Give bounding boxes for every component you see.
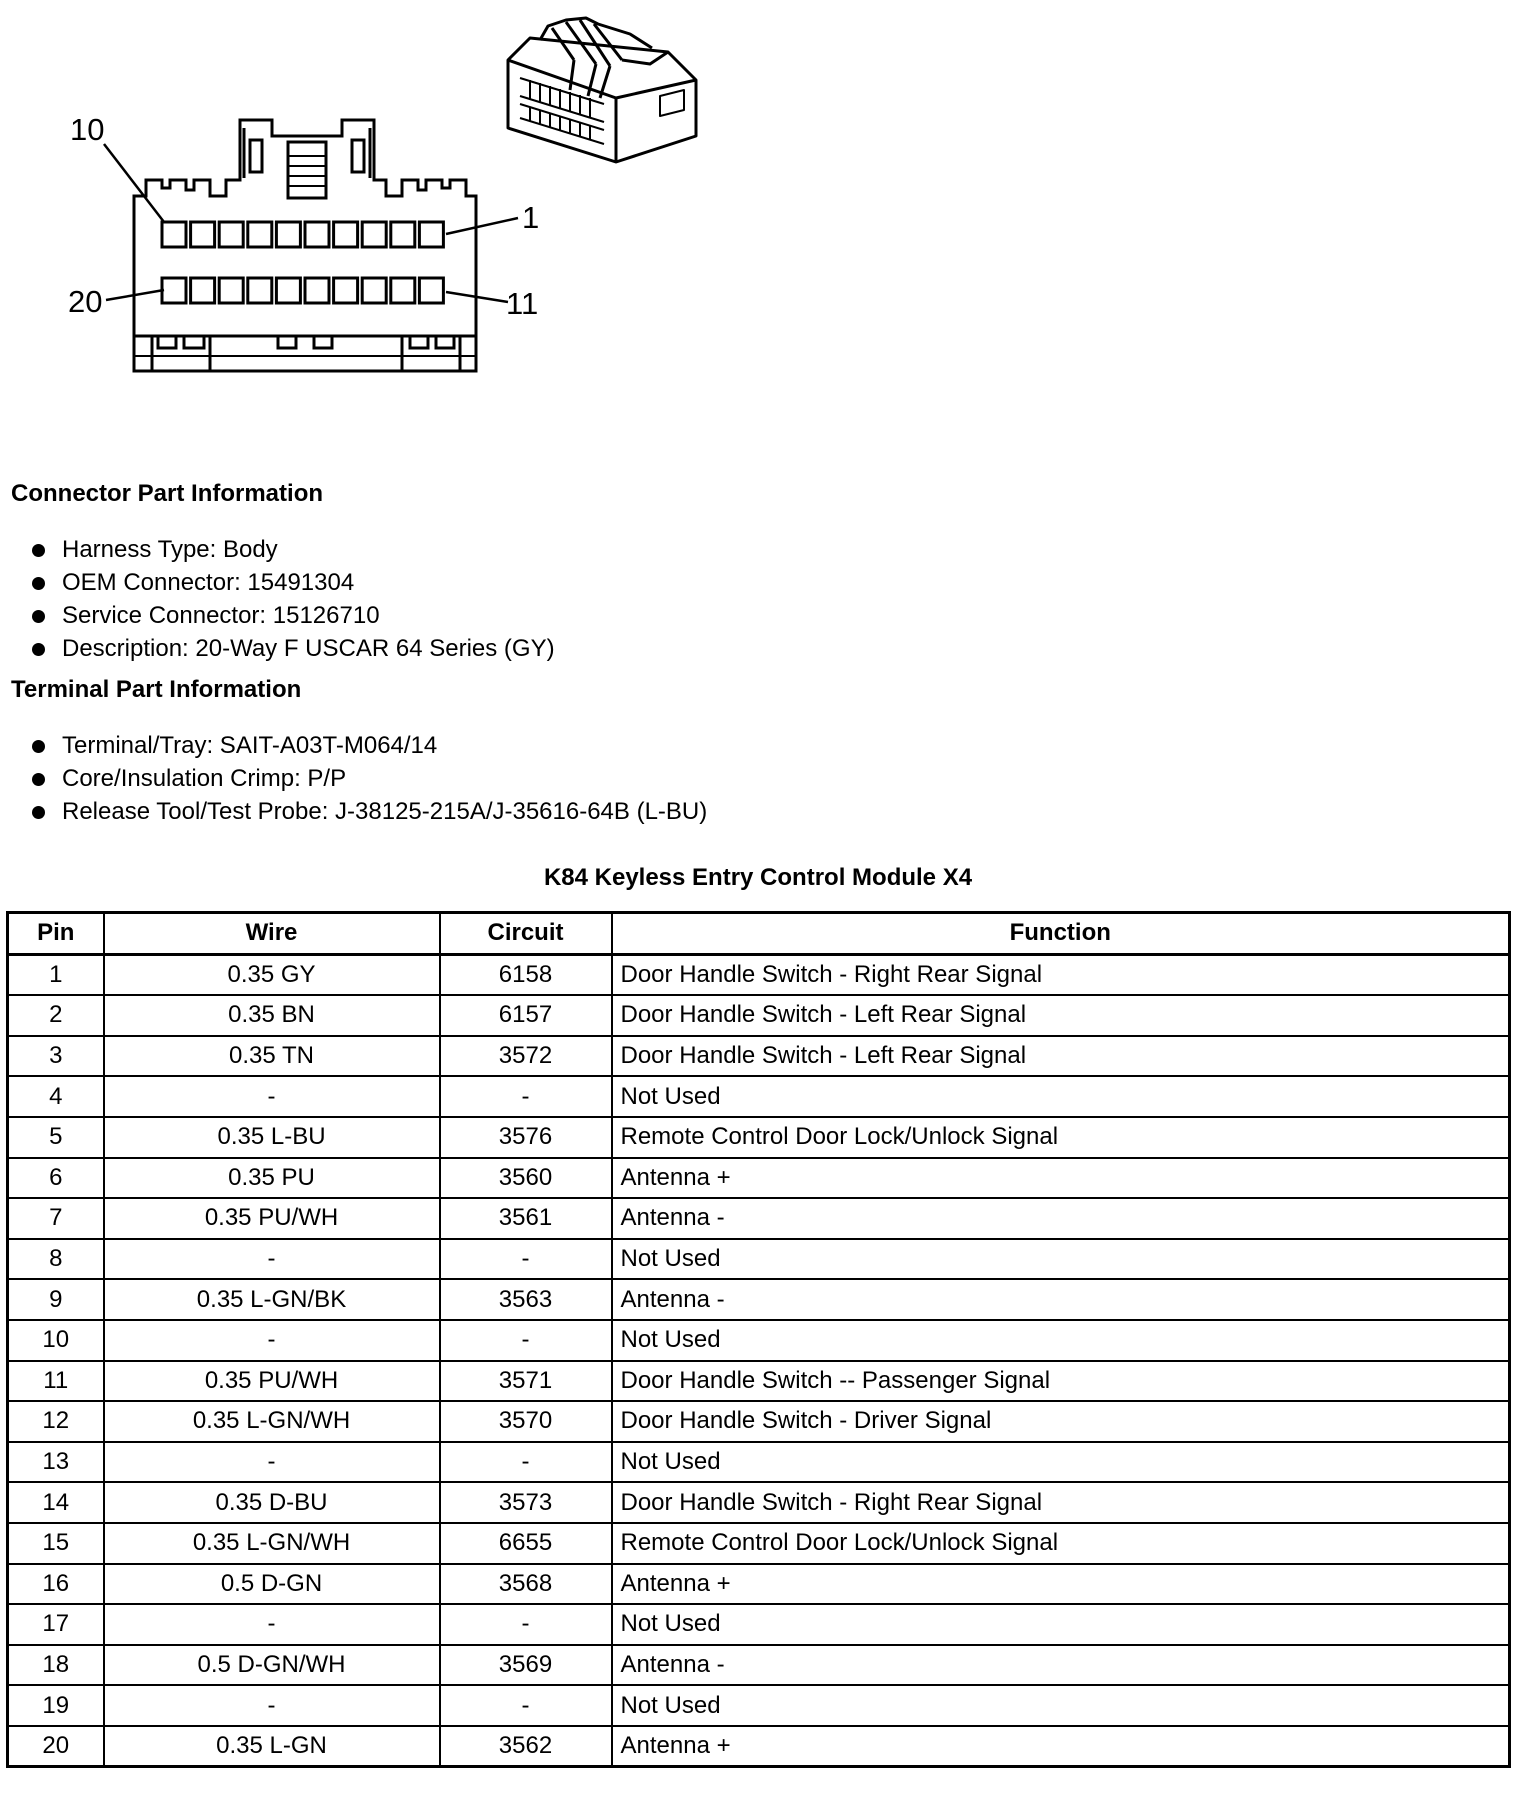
cell-function: Antenna - bbox=[612, 1645, 1510, 1686]
table-row bbox=[8, 1198, 1510, 1239]
pin-cavity-bottom-2 bbox=[191, 278, 215, 303]
cell-function: Door Handle Switch -- Passenger Signal bbox=[612, 1361, 1510, 1402]
cell-wire: 0.35 D-BU bbox=[104, 1482, 440, 1523]
connector-info-list bbox=[30, 533, 555, 665]
header-wire: Wire bbox=[104, 913, 440, 955]
list-item: Service Connector: 15126710 bbox=[30, 599, 555, 632]
table-row bbox=[8, 1685, 1510, 1726]
leader-line-pin1 bbox=[446, 218, 518, 234]
pin-cavity-top-2 bbox=[191, 222, 215, 247]
cell-pin: 4 bbox=[8, 1076, 104, 1117]
cell-pin: 5 bbox=[8, 1117, 104, 1158]
cell-pin: 16 bbox=[8, 1564, 104, 1605]
table-row bbox=[8, 1320, 1510, 1361]
pin-cavity-bottom-4 bbox=[248, 278, 272, 303]
pin-cavity-top-1 bbox=[162, 222, 186, 247]
pin-cavity-bottom-5 bbox=[276, 278, 300, 303]
table-row bbox=[8, 1076, 1510, 1117]
pin-cavity-top-10 bbox=[419, 222, 443, 247]
cell-function: Not Used bbox=[612, 1685, 1510, 1726]
cell-wire: 0.35 L-GN bbox=[104, 1726, 440, 1767]
cell-function: Door Handle Switch - Left Rear Signal bbox=[612, 1036, 1510, 1077]
cell-pin: 13 bbox=[8, 1442, 104, 1483]
pin-cavity-top-6 bbox=[305, 222, 329, 247]
pin-cavity-top-7 bbox=[334, 222, 358, 247]
pin-cavity-bottom-7 bbox=[334, 278, 358, 303]
pin-cavity-top-9 bbox=[391, 222, 415, 247]
table-row bbox=[8, 1158, 1510, 1199]
table-row bbox=[8, 1036, 1510, 1077]
cell-pin: 18 bbox=[8, 1645, 104, 1686]
table-row bbox=[8, 995, 1510, 1036]
cell-wire: 0.35 PU/WH bbox=[104, 1198, 440, 1239]
cell-function: Antenna - bbox=[612, 1279, 1510, 1320]
table-row bbox=[8, 1604, 1510, 1645]
header-function: Function bbox=[612, 913, 1510, 955]
cell-function: Remote Control Door Lock/Unlock Signal bbox=[612, 1117, 1510, 1158]
connector-isometric-view bbox=[508, 18, 696, 162]
pin-cavity-top-8 bbox=[362, 222, 386, 247]
cell-circuit: 3572 bbox=[440, 1036, 612, 1077]
cell-circuit: 3560 bbox=[440, 1158, 612, 1199]
pin-cavity-top-3 bbox=[219, 222, 243, 247]
pin-label-11: 11 bbox=[506, 286, 539, 321]
table-row bbox=[8, 954, 1510, 995]
terminal-info-list bbox=[30, 729, 707, 828]
cell-circuit: 3573 bbox=[440, 1482, 612, 1523]
table-row bbox=[8, 1523, 1510, 1564]
cell-pin: 19 bbox=[8, 1685, 104, 1726]
cell-pin: 10 bbox=[8, 1320, 104, 1361]
cell-function: Not Used bbox=[612, 1320, 1510, 1361]
pin-label-1: 1 bbox=[522, 200, 540, 235]
cell-function: Door Handle Switch - Left Rear Signal bbox=[612, 995, 1510, 1036]
cell-function: Antenna - bbox=[612, 1198, 1510, 1239]
cell-circuit: - bbox=[440, 1239, 612, 1280]
cell-wire: 0.35 PU bbox=[104, 1158, 440, 1199]
cell-function: Antenna + bbox=[612, 1158, 1510, 1199]
cell-pin: 20 bbox=[8, 1726, 104, 1767]
cell-pin: 8 bbox=[8, 1239, 104, 1280]
table-title: K84 Keyless Entry Control Module X4 bbox=[543, 864, 973, 891]
pin-cavity-bottom-1 bbox=[162, 278, 186, 303]
cell-wire: - bbox=[104, 1604, 440, 1645]
cell-pin: 3 bbox=[8, 1036, 104, 1077]
table-row bbox=[8, 1361, 1510, 1402]
cell-circuit: 3569 bbox=[440, 1645, 612, 1686]
cell-circuit: 6157 bbox=[440, 995, 612, 1036]
cell-wire: - bbox=[104, 1442, 440, 1483]
list-item: Harness Type: Body bbox=[30, 533, 555, 566]
table-row bbox=[8, 1482, 1510, 1523]
cell-wire: 0.35 L-GN/WH bbox=[104, 1523, 440, 1564]
cell-function: Antenna + bbox=[612, 1564, 1510, 1605]
cell-function: Not Used bbox=[612, 1239, 1510, 1280]
pin-cavity-bottom-6 bbox=[305, 278, 329, 303]
cell-wire: - bbox=[104, 1076, 440, 1117]
cell-wire: 0.5 D-GN/WH bbox=[104, 1645, 440, 1686]
cell-function: Door Handle Switch - Right Rear Signal bbox=[612, 1482, 1510, 1523]
cell-pin: 7 bbox=[8, 1198, 104, 1239]
pinout-table bbox=[6, 911, 1511, 1768]
cell-circuit: 3563 bbox=[440, 1279, 612, 1320]
cell-pin: 17 bbox=[8, 1604, 104, 1645]
cell-pin: 2 bbox=[8, 995, 104, 1036]
cell-wire: 0.35 L-GN/BK bbox=[104, 1279, 440, 1320]
table-row bbox=[8, 1564, 1510, 1605]
cell-pin: 11 bbox=[8, 1361, 104, 1402]
cell-circuit: 6158 bbox=[440, 954, 612, 995]
cell-circuit: 3571 bbox=[440, 1361, 612, 1402]
table-row bbox=[8, 1117, 1510, 1158]
pin-cavity-bottom-8 bbox=[362, 278, 386, 303]
cell-function: Door Handle Switch - Driver Signal bbox=[612, 1401, 1510, 1442]
list-item: OEM Connector: 15491304 bbox=[30, 566, 555, 599]
cell-function: Not Used bbox=[612, 1076, 1510, 1117]
connector-info-title: Connector Part Information bbox=[11, 480, 324, 507]
list-item: Core/Insulation Crimp: P/P bbox=[30, 762, 707, 795]
table-row bbox=[8, 1401, 1510, 1442]
table-row bbox=[8, 1645, 1510, 1686]
cell-wire: 0.35 L-GN/WH bbox=[104, 1401, 440, 1442]
pin-cavity-top-5 bbox=[276, 222, 300, 247]
cell-wire: - bbox=[104, 1685, 440, 1726]
pin-cavity-bottom-10 bbox=[419, 278, 443, 303]
cell-wire: 0.35 BN bbox=[104, 995, 440, 1036]
list-item: Description: 20-Way F USCAR 64 Series (GY) bbox=[30, 632, 555, 665]
cell-pin: 12 bbox=[8, 1401, 104, 1442]
cell-circuit: 3570 bbox=[440, 1401, 612, 1442]
cell-circuit: - bbox=[440, 1076, 612, 1117]
cell-function: Not Used bbox=[612, 1442, 1510, 1483]
table-row bbox=[8, 1279, 1510, 1320]
pin-label-20: 20 bbox=[68, 284, 103, 319]
list-item: Terminal/Tray: SAIT-A03T-M064/14 bbox=[30, 729, 707, 762]
cell-function: Antenna + bbox=[612, 1726, 1510, 1767]
cell-circuit: 6655 bbox=[440, 1523, 612, 1564]
table-row bbox=[8, 1239, 1510, 1280]
cell-circuit: - bbox=[440, 1685, 612, 1726]
table-row bbox=[8, 1442, 1510, 1483]
cell-function: Not Used bbox=[612, 1604, 1510, 1645]
cell-circuit: - bbox=[440, 1442, 612, 1483]
cell-circuit: - bbox=[440, 1320, 612, 1361]
cell-pin: 9 bbox=[8, 1279, 104, 1320]
cell-function: Door Handle Switch - Right Rear Signal bbox=[612, 954, 1510, 995]
connector-diagram bbox=[0, 0, 760, 400]
cell-wire: 0.35 GY bbox=[104, 954, 440, 995]
pin-label-10: 10 bbox=[70, 112, 105, 147]
cell-circuit: - bbox=[440, 1604, 612, 1645]
table-row bbox=[8, 1726, 1510, 1767]
cell-wire: 0.35 PU/WH bbox=[104, 1361, 440, 1402]
cell-circuit: 3568 bbox=[440, 1564, 612, 1605]
cell-pin: 15 bbox=[8, 1523, 104, 1564]
cell-circuit: 3562 bbox=[440, 1726, 612, 1767]
cell-circuit: 3576 bbox=[440, 1117, 612, 1158]
cell-wire: - bbox=[104, 1239, 440, 1280]
cell-pin: 14 bbox=[8, 1482, 104, 1523]
cell-pin: 6 bbox=[8, 1158, 104, 1199]
terminal-info-title: Terminal Part Information bbox=[11, 676, 302, 703]
header-pin: Pin bbox=[8, 913, 104, 955]
pin-cavity-bottom-3 bbox=[219, 278, 243, 303]
cell-wire: - bbox=[104, 1320, 440, 1361]
cell-wire: 0.35 L-BU bbox=[104, 1117, 440, 1158]
cell-pin: 1 bbox=[8, 954, 104, 995]
list-item: Release Tool/Test Probe: J-38125-215A/J-35616-64B (L-BU) bbox=[30, 795, 707, 828]
pin-cavity-top-4 bbox=[248, 222, 272, 247]
cell-function: Remote Control Door Lock/Unlock Signal bbox=[612, 1523, 1510, 1564]
pin-cavity-bottom-9 bbox=[391, 278, 415, 303]
table-header-row bbox=[8, 913, 1510, 955]
cell-circuit: 3561 bbox=[440, 1198, 612, 1239]
cell-wire: 0.5 D-GN bbox=[104, 1564, 440, 1605]
header-circuit: Circuit bbox=[440, 913, 612, 955]
cell-wire: 0.35 TN bbox=[104, 1036, 440, 1077]
